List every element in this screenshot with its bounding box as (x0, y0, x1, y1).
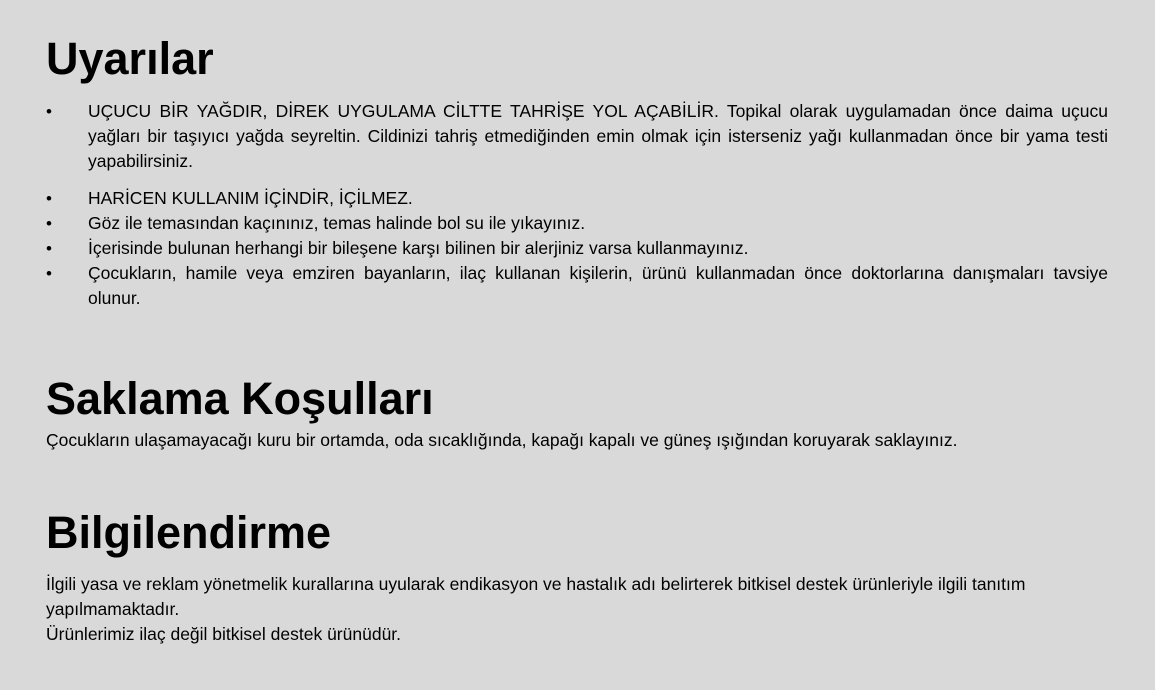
warning-item (46, 236, 1108, 261)
warnings-list (46, 99, 1108, 311)
info-note: Ürünlerimiz ilaç değil bitkisel destek ürünüdür. (46, 624, 402, 644)
warning-item (46, 211, 1108, 236)
bullet-icon: • (46, 189, 52, 208)
storage-text: Çocukların ulaşamayacağı kuru bir ortamda, oda sıcaklığında, kapağı kapalı ve güneş ışığından koruyarak saklayınız. (46, 430, 958, 450)
warning-text: UÇUCU BİR YAĞDIR, DİREK UYGULAMA CİLTTE TAHRİŞE YOL AÇABİLİR. Topikal olarak uygulamadan önce daima uçucu yağları bir taşıyıcı yağda seyreltin. Cildinizi tahriş etmediğinden emin olmak için isterseniz yağı kullanmadan önce bir yama testi yapabilirsiniz. (88, 101, 1108, 171)
info-text: İlgili yasa ve reklam yönetmelik kurallarına uyularak endikasyon ve hastalık adı belirterek bitkisel destek ürünleriyle ilgili tanıtım yapılmamaktadır. (46, 574, 1026, 619)
warning-text: HARİCEN KULLANIM İÇİNDİR, İÇİLMEZ. (88, 188, 413, 208)
bullet-icon: • (46, 239, 52, 258)
warning-item (46, 186, 1108, 211)
warning-item (46, 261, 1108, 311)
warnings-heading: Uyarılar (46, 33, 214, 84)
storage-heading: Saklama Koşulları (46, 373, 434, 424)
bullet-icon: • (46, 214, 52, 233)
bullet-icon: • (46, 264, 52, 283)
warning-text: İçerisinde bulunan herhangi bir bileşene karşı bilinen bir alerjiniz varsa kullanmayınız. (88, 238, 749, 258)
warning-text: Çocukların, hamile veya emziren bayanların, ilaç kullanan kişilerin, ürünü kullanmadan önce doktorlarına danışmaları tavsiye olunur. (88, 263, 1108, 308)
info-heading: Bilgilendirme (46, 507, 332, 558)
warning-text: Göz ile temasından kaçınınız, temas halinde bol su ile yıkayınız. (88, 213, 586, 233)
warning-item (46, 99, 1108, 174)
bullet-icon: • (46, 102, 52, 121)
